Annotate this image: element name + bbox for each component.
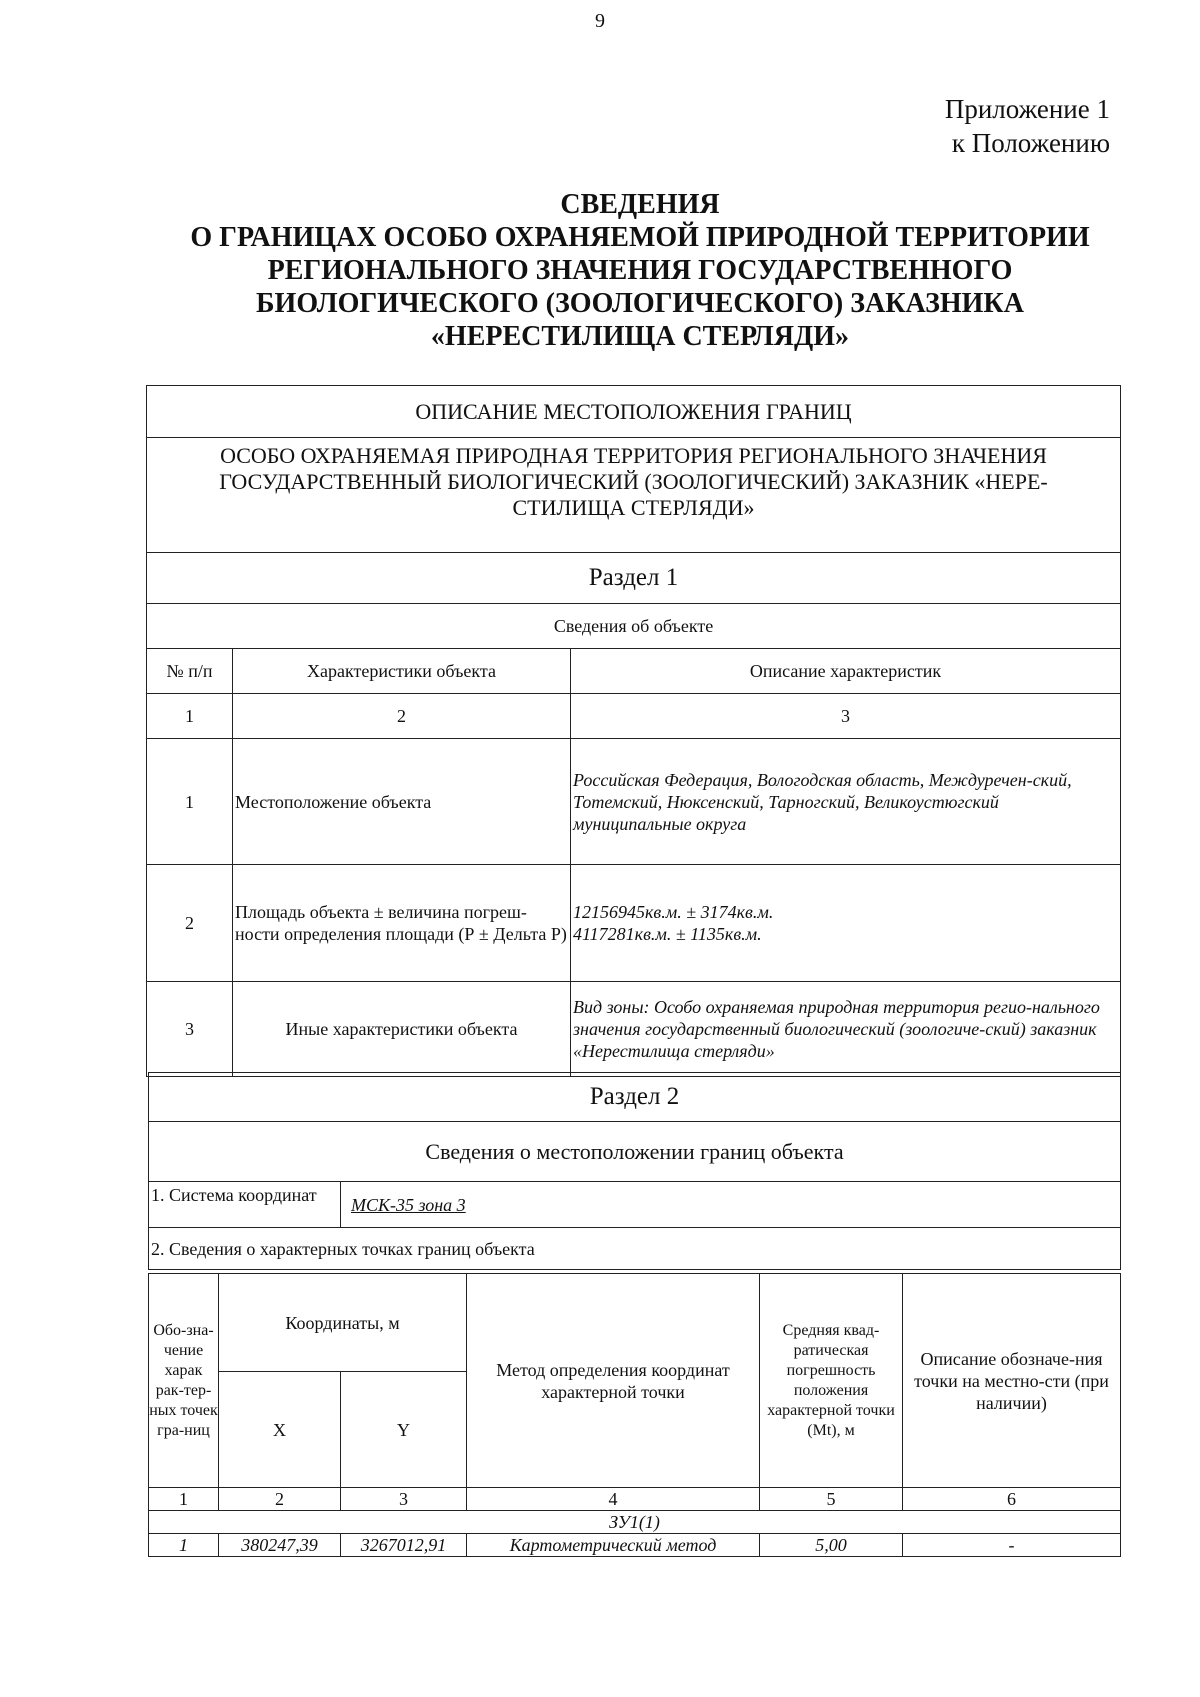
title-line2: О ГРАНИЦАХ ОСОБО ОХРАНЯЕМОЙ ПРИРОДНОЙ ТЕРРИТОРИИ (190, 222, 1090, 253)
row-name: Местоположение объекта (233, 739, 571, 865)
point-id: 1 (149, 1534, 219, 1557)
header-error: Средняя квад-ратическая погрешность положения характерной точки (Mt), м (760, 1274, 903, 1488)
header-point-description: Описание обозначе-ния точки на местно-сти (при наличии) (903, 1274, 1121, 1488)
row-name: Иные характеристики объекта (233, 982, 571, 1077)
appendix-label (945, 92, 1110, 160)
section1-subtitle: Сведения об объекте (147, 604, 1121, 649)
title-line5: «НЕРЕСТИЛИЩА СТЕРЛЯДИ» (430, 321, 850, 352)
header-description: Описание характеристик (571, 649, 1121, 694)
section1-colnum-row (147, 694, 1121, 739)
row-num: 3 (147, 982, 233, 1077)
point-description: - (903, 1534, 1121, 1557)
section2-title: Раздел 2 (149, 1073, 1121, 1122)
header-coordinates: Координаты, м (219, 1274, 467, 1372)
row-desc: Российская Федерация, Вологодская область, Междуречен-ский, Тотемский, Нюксенский, Тарногский, Великоустюгский муниципальные округа (571, 739, 1121, 865)
title-line3: РЕГИОНАЛЬНОГО ЗНАЧЕНИЯ ГОСУДАРСТВЕННОГО (267, 255, 1013, 286)
appendix-line2: к Положению (951, 128, 1110, 158)
header-designation: Обо-зна-чение харак рак-тер-ных точек гра-ниц (149, 1274, 219, 1488)
subject-heading: ОСОБО ОХРАНЯЕМАЯ ПРИРОДНАЯ ТЕРРИТОРИЯ РЕГИОНАЛЬНОГО ЗНАЧЕНИЯ ГОСУДАРСТВЕННЫЙ БИОЛОГИЧЕСКИЙ (ЗООЛОГИЧЕСКИЙ) ЗАКАЗНИК «НЕРЕ-СТИЛИЩА СТЕРЛЯДИ» (147, 438, 1121, 553)
header-y: Y (341, 1372, 467, 1488)
section1-title: Раздел 1 (147, 553, 1121, 604)
table-row (149, 1534, 1121, 1557)
row-num: 1 (147, 739, 233, 865)
header-characteristics: Характеристики объекта (233, 649, 571, 694)
point-mt: 5,00 (760, 1534, 903, 1557)
row-num: 2 (147, 865, 233, 982)
colnum-1: 1 (149, 1488, 219, 1511)
title-line1: СВЕДЕНИЯ (560, 189, 720, 220)
title-line4: БИОЛОГИЧЕСКОГО (ЗООЛОГИЧЕСКОГО) ЗАКАЗНИКА (256, 288, 1024, 319)
colnum-5: 5 (760, 1488, 903, 1511)
point-y: 3267012,91 (341, 1534, 467, 1557)
area-value-1: 12156945кв.м. ± 3174кв.м. (573, 902, 774, 922)
colnum-2: 2 (233, 694, 571, 739)
appendix-line1: Приложение 1 (944, 94, 1110, 124)
zone-label: ЗУ1(1) (149, 1511, 1121, 1534)
point-method: Картометрический метод (467, 1534, 760, 1557)
boundaries-heading: ОПИСАНИЕ МЕСТОПОЛОЖЕНИЯ ГРАНИЦ (147, 386, 1121, 438)
colnum-2: 2 (219, 1488, 341, 1511)
header-num: № п/п (147, 649, 233, 694)
colnum-3: 3 (341, 1488, 467, 1511)
section2-table (148, 1072, 1121, 1270)
row-desc (571, 865, 1121, 982)
section1-header-row (147, 649, 1121, 694)
colnum-4: 4 (467, 1488, 760, 1511)
document-title (60, 188, 1200, 353)
table-row (147, 739, 1121, 865)
section2-subtitle: Сведения о местоположении границ объекта (149, 1122, 1121, 1182)
colnum-3: 3 (571, 694, 1121, 739)
header-x: X (219, 1372, 341, 1488)
section1-table (146, 385, 1121, 1077)
header-method: Метод определения координат характерной точки (467, 1274, 760, 1488)
table-row (147, 865, 1121, 982)
table-row (147, 982, 1121, 1077)
points-table (148, 1273, 1121, 1557)
coord-system-label: 1. Система координат (149, 1182, 341, 1228)
points-label: 2. Сведения о характерных точках границ объекта (149, 1228, 1121, 1270)
colnum-6: 6 (903, 1488, 1121, 1511)
row-name: Площадь объекта ± величина погреш-ности определения площади (Р ± Дельта Р) (233, 865, 571, 982)
area-value-2: 4117281кв.м. ± 1135кв.м. (573, 924, 762, 944)
point-x: 380247,39 (219, 1534, 341, 1557)
row-desc: Вид зоны: Особо охраняемая природная территория регио-нального значения государственный биологический (зоологиче-ский) заказник «Нерестилища стерляди» (571, 982, 1121, 1077)
coord-system-value: МСК-35 зона 3 (351, 1194, 466, 1215)
page-number: 9 (595, 10, 605, 32)
points-colnum-row (149, 1488, 1121, 1511)
colnum-1: 1 (147, 694, 233, 739)
